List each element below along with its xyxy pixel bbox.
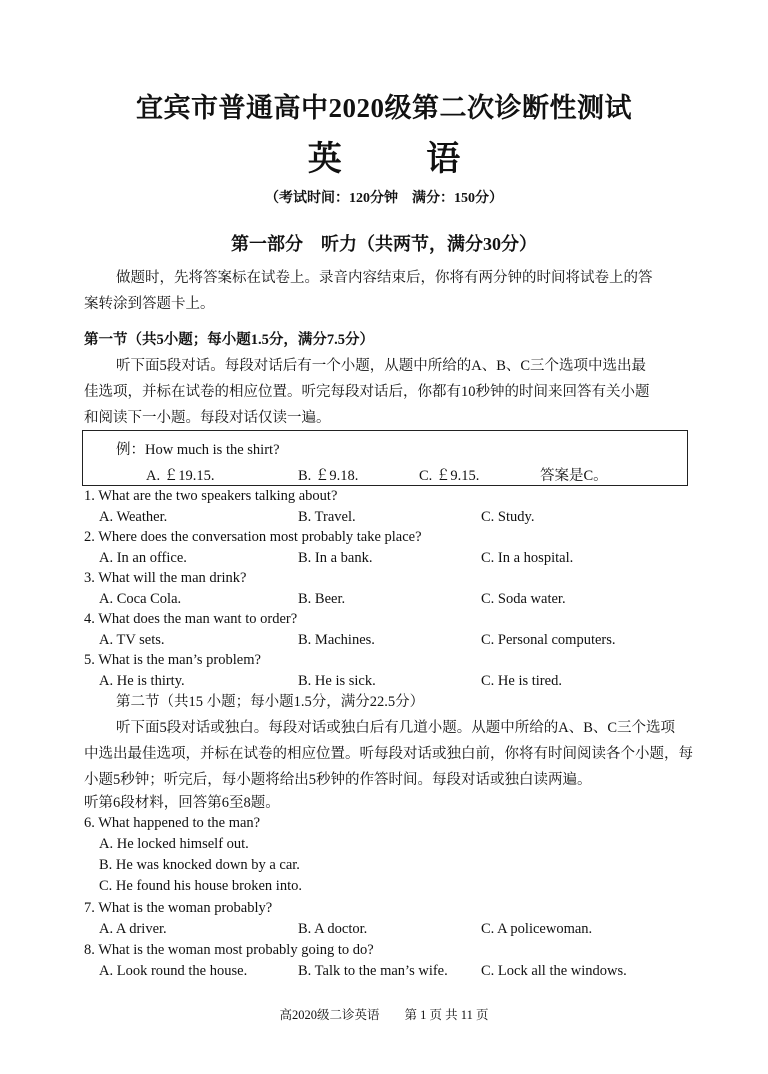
example-question: 例：How much is the shirt?	[116, 442, 280, 458]
q2-option-b: B. In a bank.	[298, 550, 373, 566]
exam-info: （考试时间：120分钟 满分：150分）	[265, 191, 503, 206]
q2-option-c: C. In a hospital.	[481, 550, 574, 566]
question-2: 2. Where does the conversation most probably take place?	[84, 529, 422, 545]
q6-option-b: B. He was knocked down by a car.	[99, 857, 300, 873]
example-option-c: C. ￡9.15.	[419, 468, 480, 484]
q1-option-b: B. Travel.	[298, 509, 356, 525]
example-answer: 答案是C。	[540, 468, 608, 484]
q7-option-c: C. A policewoman.	[481, 921, 593, 937]
q3-option-c: C. Soda water.	[481, 591, 566, 607]
q7-option-b: B. A doctor.	[298, 921, 368, 937]
q8-option-c: C. Lock all the windows.	[481, 963, 627, 979]
q4-option-a: A. TV sets.	[99, 632, 165, 648]
q2-option-a: A. In an office.	[99, 550, 187, 566]
q8-option-b: B. Talk to the man’s wife.	[298, 963, 448, 979]
example-option-a: A. ￡19.15.	[146, 468, 215, 484]
q6-option-a: A. He locked himself out.	[99, 836, 249, 852]
q5-option-c: C. He is tired.	[481, 673, 562, 689]
q5-option-a: A. He is thirty.	[99, 673, 185, 689]
question-1: 1. What are the two speakers talking about?	[84, 488, 338, 504]
q8-option-a: A. Look round the house.	[99, 963, 248, 979]
material-note: 听第6段材料，回答第6至8题。	[84, 795, 280, 811]
q3-option-a: A. Coca Cola.	[99, 591, 182, 607]
q1-option-a: A. Weather.	[99, 509, 168, 525]
part1-heading: 第一部分 听力（共两节，满分30分）	[231, 234, 537, 254]
question-5: 5. What is the man’s problem?	[84, 652, 261, 668]
q4-option-c: C. Personal computers.	[481, 632, 616, 648]
question-7: 7. What is the woman probably?	[84, 900, 273, 916]
q7-option-a: A. A driver.	[99, 921, 167, 937]
q5-option-b: B. He is sick.	[298, 673, 376, 689]
question-3: 3. What will the man drink?	[84, 570, 247, 586]
section2-heading: 第二节（共15 小题；每小题1.5分，满分22.5分）	[116, 694, 425, 710]
section2-desc-line2: 中选出最佳选项，并标在试卷的相应位置。听每段对话或独白前，你将有时间阅读各个小题，每	[84, 746, 693, 762]
subject-title: 英 语	[307, 141, 499, 178]
section1-desc-line2: 佳选项，并标在试卷的相应位置。听完每段对话后，你都有10秒钟的时间来回答有关小题	[84, 384, 650, 400]
question-4: 4. What does the man want to order?	[84, 611, 298, 627]
q1-option-c: C. Study.	[481, 509, 535, 525]
question-6: 6. What happened to the man?	[84, 815, 261, 831]
example-option-b: B. ￡9.18.	[298, 468, 359, 484]
section1-desc-line3: 和阅读下一小题。每段对话仅读一遍。	[84, 410, 331, 426]
part1-instruction-line2: 案转涂到答题卡上。	[84, 296, 215, 312]
section1-heading: 第一节（共5小题；每小题1.5分，满分7.5分）	[84, 332, 374, 348]
question-8: 8. What is the woman most probably going to do?	[84, 942, 374, 958]
page-footer: 高2020级二诊英语 第 1 页 共 11 页	[279, 1008, 489, 1022]
section2-desc-line3: 小题5秒钟；听完后，每小题将给出5秒钟的作答时间。每段对话或独白读两遍。	[84, 772, 592, 788]
section2-desc-line1: 听下面5段对话或独白。每段对话或独白后有几道小题。从题中所给的A、B、C三个选项	[116, 720, 676, 736]
q6-option-c: C. He found his house broken into.	[99, 878, 302, 894]
section1-desc-line1: 听下面5段对话。每段对话后有一个小题，从题中所给的A、B、C三个选项中选出最	[116, 358, 647, 374]
q4-option-b: B. Machines.	[298, 632, 375, 648]
q3-option-b: B. Beer.	[298, 591, 346, 607]
exam-title: 宜宾市普通高中2020级第二次诊断性测试	[136, 93, 632, 123]
part1-instruction-line1: 做题时，先将答案标在试卷上。录音内容结束后，你将有两分钟的时间将试卷上的答	[116, 270, 653, 286]
